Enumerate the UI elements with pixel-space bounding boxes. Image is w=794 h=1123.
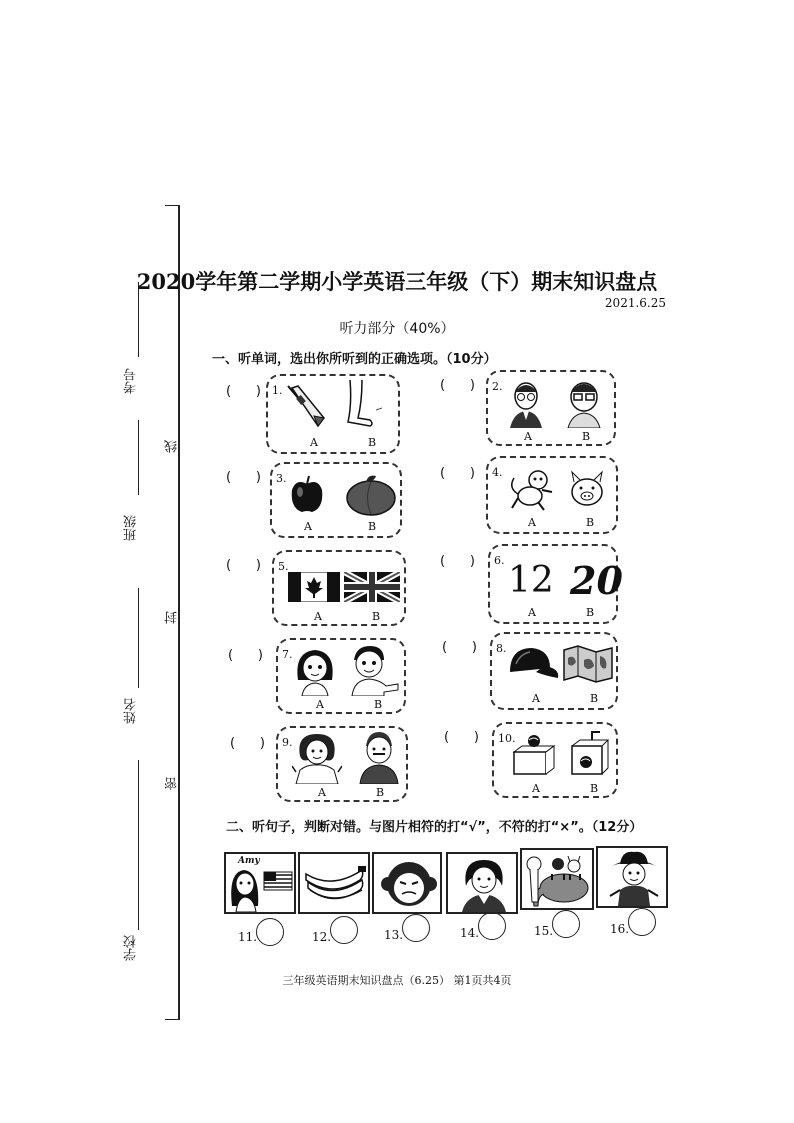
question-number: 7. xyxy=(282,648,293,661)
answer-paren-2[interactable]: ( ) xyxy=(440,378,475,393)
answer-circle-16[interactable] xyxy=(628,908,656,936)
part2-instruction: 二、听句子，判断对错。与图片相符的打“√”，不符的打“×”。（12分） xyxy=(226,820,643,835)
ball-in-box-icon[interactable] xyxy=(568,730,610,778)
question-number: 3. xyxy=(276,472,287,485)
man-icon[interactable] xyxy=(356,732,402,784)
part1-instruction: 一、听单词，选出你所听到的正确选项。（10分） xyxy=(212,352,497,367)
amy-name-tag: Amy xyxy=(238,856,260,866)
question-5-box xyxy=(272,550,406,626)
question-8-box xyxy=(490,632,618,710)
question-number: 4. xyxy=(492,466,503,479)
question-7-box xyxy=(276,638,406,714)
option-b-label: B xyxy=(586,606,595,619)
question-number: 10. xyxy=(498,732,516,745)
answer-paren-3[interactable]: ( ) xyxy=(226,470,261,485)
bananas-icon[interactable] xyxy=(302,860,368,908)
answer-paren-5[interactable]: ( ) xyxy=(226,558,261,573)
option-a-label: A xyxy=(528,516,536,529)
option-a-label: A xyxy=(532,692,540,705)
boy-icon[interactable] xyxy=(346,644,402,696)
option-b-label: B xyxy=(372,610,381,623)
seal-char-feng: 封 xyxy=(165,611,180,624)
option-b-label: B xyxy=(586,516,595,529)
question-9-box xyxy=(276,726,408,802)
question-number: 2. xyxy=(492,380,503,393)
option-b-label: B xyxy=(374,698,383,711)
answer-circle-14[interactable] xyxy=(478,912,506,940)
binding-tick-top xyxy=(165,205,179,206)
option-a-label: A xyxy=(304,520,312,533)
leg-icon[interactable] xyxy=(340,380,388,430)
answer-paren-4[interactable]: ( ) xyxy=(440,466,475,481)
pen-icon[interactable] xyxy=(284,382,328,430)
question-1-box xyxy=(266,374,400,454)
picture-15 xyxy=(520,848,594,910)
question-number: 8. xyxy=(496,642,507,655)
picture-13 xyxy=(372,852,442,914)
picture-14 xyxy=(446,852,518,914)
class-label: 班级 xyxy=(124,515,139,541)
question-number: 5. xyxy=(278,560,289,573)
picture-11 xyxy=(224,852,296,914)
listening-subtitle: 听力部分（40%） xyxy=(339,321,455,337)
option-a-label: A xyxy=(524,430,532,443)
answer-paren-8[interactable]: ( ) xyxy=(442,640,477,655)
question-number: 9. xyxy=(282,736,293,749)
option-b-label: B xyxy=(368,520,377,533)
option-a-label: A xyxy=(528,606,536,619)
binding-tick-bottom xyxy=(165,1019,179,1020)
number-twelve[interactable]: 12 xyxy=(508,560,554,601)
boy-in-hat-icon[interactable] xyxy=(606,850,662,906)
number-twenty[interactable]: 20 xyxy=(570,558,623,603)
answer-paren-6[interactable]: ( ) xyxy=(440,554,475,569)
uk-flag-icon[interactable] xyxy=(344,572,400,602)
seal-char-mi: 密 xyxy=(165,777,180,790)
item-number-14: 14. xyxy=(460,926,480,940)
picture-12 xyxy=(298,852,370,914)
girl-icon[interactable] xyxy=(294,646,336,696)
option-a-label: A xyxy=(318,786,326,799)
answer-paren-9[interactable]: ( ) xyxy=(230,736,265,751)
amy-with-flag-icon[interactable] xyxy=(228,866,294,912)
option-b-label: B xyxy=(590,782,599,795)
map-icon[interactable] xyxy=(562,644,614,684)
canada-flag-icon[interactable] xyxy=(288,572,340,602)
peach-icon[interactable] xyxy=(344,472,398,516)
option-b-label: B xyxy=(368,436,377,449)
option-b-label: B xyxy=(376,786,385,799)
option-a-label: A xyxy=(316,698,324,711)
option-a-label: A xyxy=(314,610,322,623)
answer-circle-13[interactable] xyxy=(402,914,430,942)
woman-portrait-icon[interactable] xyxy=(456,856,512,912)
monkey-icon[interactable] xyxy=(508,468,554,514)
question-3-box xyxy=(270,462,402,538)
pig-icon[interactable] xyxy=(566,466,608,512)
question-2-box xyxy=(486,370,616,446)
exam-no-label: 考号 xyxy=(124,368,139,394)
item-number-12: 12. xyxy=(312,930,332,944)
boy-with-glasses-icon[interactable] xyxy=(564,380,604,428)
item-number-15: 15. xyxy=(534,924,554,938)
page-footer: 三年级英语期末知识盘点（6.25） 第1页共4页 xyxy=(282,974,512,987)
question-number: 6. xyxy=(494,554,505,567)
school-label: 学校 xyxy=(124,935,139,961)
answer-paren-7[interactable]: ( ) xyxy=(228,648,263,663)
answer-circle-11[interactable] xyxy=(256,918,284,946)
animals-group-icon[interactable] xyxy=(524,852,592,908)
option-a-label: A xyxy=(310,436,318,449)
item-number-13: 13. xyxy=(384,928,404,942)
option-b-label: B xyxy=(582,430,591,443)
ball-on-box-icon[interactable] xyxy=(512,732,556,776)
picture-16 xyxy=(596,846,668,908)
name-blank xyxy=(138,588,139,688)
woman-icon[interactable] xyxy=(292,732,342,784)
cap-icon[interactable] xyxy=(506,646,560,682)
page-title: 2020学年第二学期小学英语三年级（下）期末知识盘点 xyxy=(136,269,658,294)
question-number: 1. xyxy=(272,384,283,397)
answer-paren-1[interactable]: ( ) xyxy=(226,384,261,399)
option-b-label: B xyxy=(590,692,599,705)
question-10-box xyxy=(492,722,618,798)
apple-icon[interactable] xyxy=(288,474,326,514)
answer-circle-15[interactable] xyxy=(552,910,580,938)
seal-char-xian: 线 xyxy=(165,440,180,453)
question-6-box xyxy=(488,544,623,624)
answer-paren-10[interactable]: ( ) xyxy=(444,730,479,745)
name-label: 姓名 xyxy=(124,698,139,724)
exam-date: 2021.6.25 xyxy=(604,296,666,310)
school-blank xyxy=(138,760,139,930)
answer-circle-12[interactable] xyxy=(330,916,358,944)
option-a-label: A xyxy=(532,782,540,795)
question-4-box xyxy=(486,456,618,534)
man-with-glasses-icon[interactable] xyxy=(506,380,546,428)
monkey-face-icon[interactable] xyxy=(380,858,438,910)
item-number-11: 11. xyxy=(238,930,258,944)
item-number-16: 16. xyxy=(610,922,630,936)
class-blank xyxy=(138,420,139,495)
